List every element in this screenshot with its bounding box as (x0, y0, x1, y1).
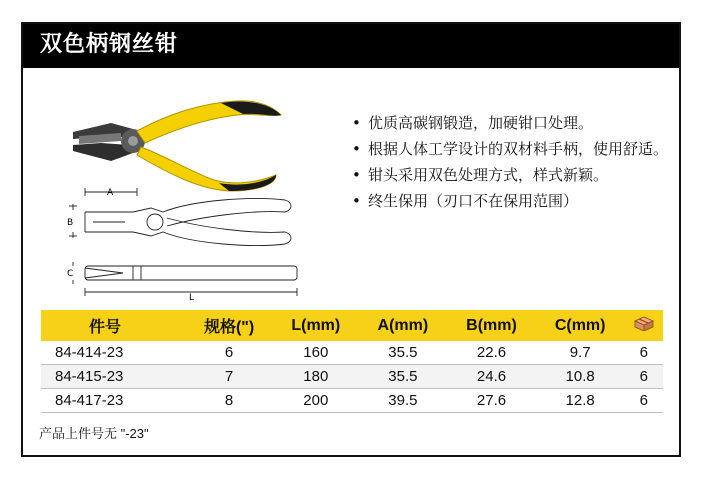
col-header: L(mm) (273, 310, 359, 341)
header-bar (23, 24, 679, 68)
col-header: 规格(") (185, 310, 273, 341)
label-b: B (67, 218, 74, 228)
table-row: 84-417-23 8 200 39.5 27.6 12.8 6 (41, 389, 663, 413)
col-header: C(mm) (536, 310, 625, 341)
spec-table (41, 310, 663, 413)
feature-item: • 优质高碳钢锻造，加硬钳口处理。 (352, 114, 594, 132)
footnote: 产品上件号无 "-23" (39, 426, 149, 441)
label-a: A (107, 188, 114, 198)
label-c: C (67, 269, 74, 279)
pliers-photo (71, 87, 286, 192)
table-header-row (41, 310, 663, 341)
dimension-diagram (63, 182, 303, 302)
table-row: 84-414-23 6 160 35.5 22.6 9.7 6 (41, 341, 663, 365)
feature-item: • 根据人体工学设计的双材料手柄，使用舒适。 (352, 140, 669, 158)
carton-box-icon (624, 310, 663, 341)
col-header: 件号 (41, 310, 185, 341)
feature-item: • 终生保用（刃口不在保用范围） (352, 192, 579, 210)
label-l: L (189, 293, 195, 302)
col-header: B(mm) (447, 310, 536, 341)
page-title: 双色柄钢丝钳 (40, 32, 179, 57)
table-row: 84-415-23 7 180 35.5 24.6 10.8 6 (41, 365, 663, 389)
feature-item: • 钳头采用双色处理方式，样式新颖。 (352, 166, 609, 184)
col-header: A(mm) (359, 310, 448, 341)
product-card (21, 22, 681, 457)
feature-list (352, 112, 672, 216)
